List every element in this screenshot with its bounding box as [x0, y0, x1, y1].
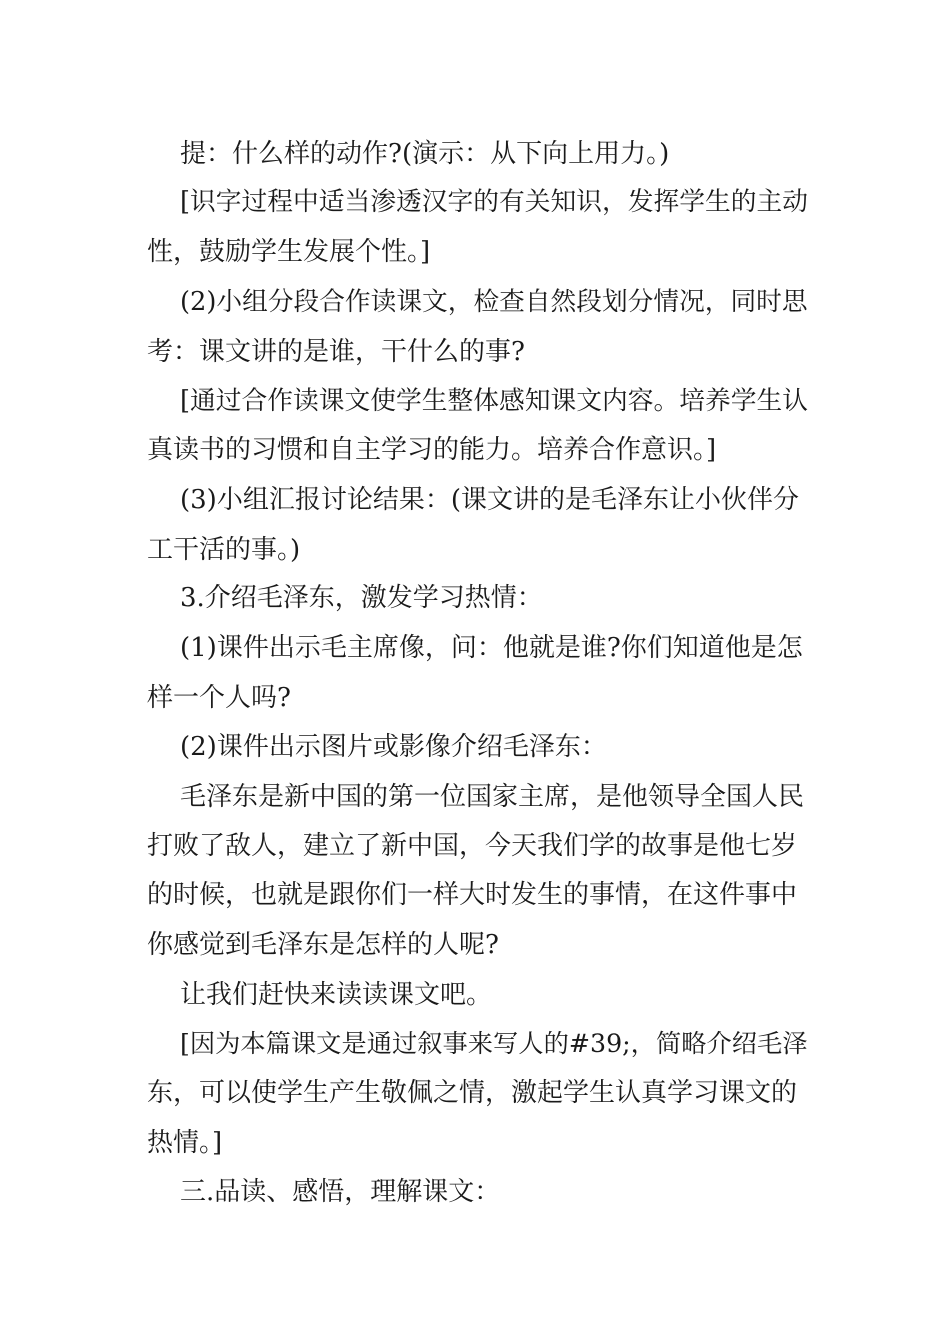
- text-line: (2)课件出示图片或影像介绍毛泽东：: [180, 732, 607, 762]
- text-line: 的时候，也就是跟你们一样大时发生的事情，在这件事中: [147, 880, 798, 910]
- text-line: 工干活的事。): [147, 535, 301, 565]
- text-line: 东，可以使学生产生敬佩之情，激起学生认真学习课文的: [147, 1078, 798, 1108]
- text-line: 3.介绍毛泽东，激发学习热情：: [180, 583, 543, 613]
- text-line: 热情。]: [147, 1128, 223, 1158]
- text-line: [通过合作读课文使学生整体感知课文内容。培养学生认: [180, 386, 809, 416]
- text-line: (1)课件出示毛主席像，问：他就是谁?你们知道他是怎: [180, 633, 803, 663]
- text-line: (3)小组汇报讨论结果：(课文讲的是毛泽东让小伙伴分: [180, 485, 799, 515]
- text-line: 考：课文讲的是谁，干什么的事?: [147, 337, 525, 367]
- text-line: [因为本篇课文是通过叙事来写人的#39;，简略介绍毛泽: [180, 1029, 808, 1058]
- text-line: 性，鼓励学生发展个性。]: [147, 237, 431, 267]
- text-line: 三.品读、感悟，理解课文：: [180, 1177, 501, 1207]
- text-line: (2)小组分段合作读课文，检查自然段划分情况，同时思: [180, 287, 808, 317]
- text-line: 打败了敌人，建立了新中国，今天我们学的故事是他七岁: [147, 831, 798, 861]
- text-line: 你感觉到毛泽东是怎样的人呢?: [147, 930, 499, 960]
- text-line: 毛泽东是新中国的第一位国家主席，是他领导全国人民: [180, 782, 805, 812]
- text-line: 提：什么样的动作?(演示：从下向上用力。): [180, 139, 670, 169]
- text-line: 样一个人吗?: [147, 683, 291, 713]
- text-line: [识字过程中适当渗透汉字的有关知识，发挥学生的主动: [180, 187, 809, 217]
- text-line: 让我们赶快来读读课文吧。: [180, 980, 493, 1010]
- text-line: 真读书的习惯和自主学习的能力。培养合作意识。]: [147, 435, 717, 465]
